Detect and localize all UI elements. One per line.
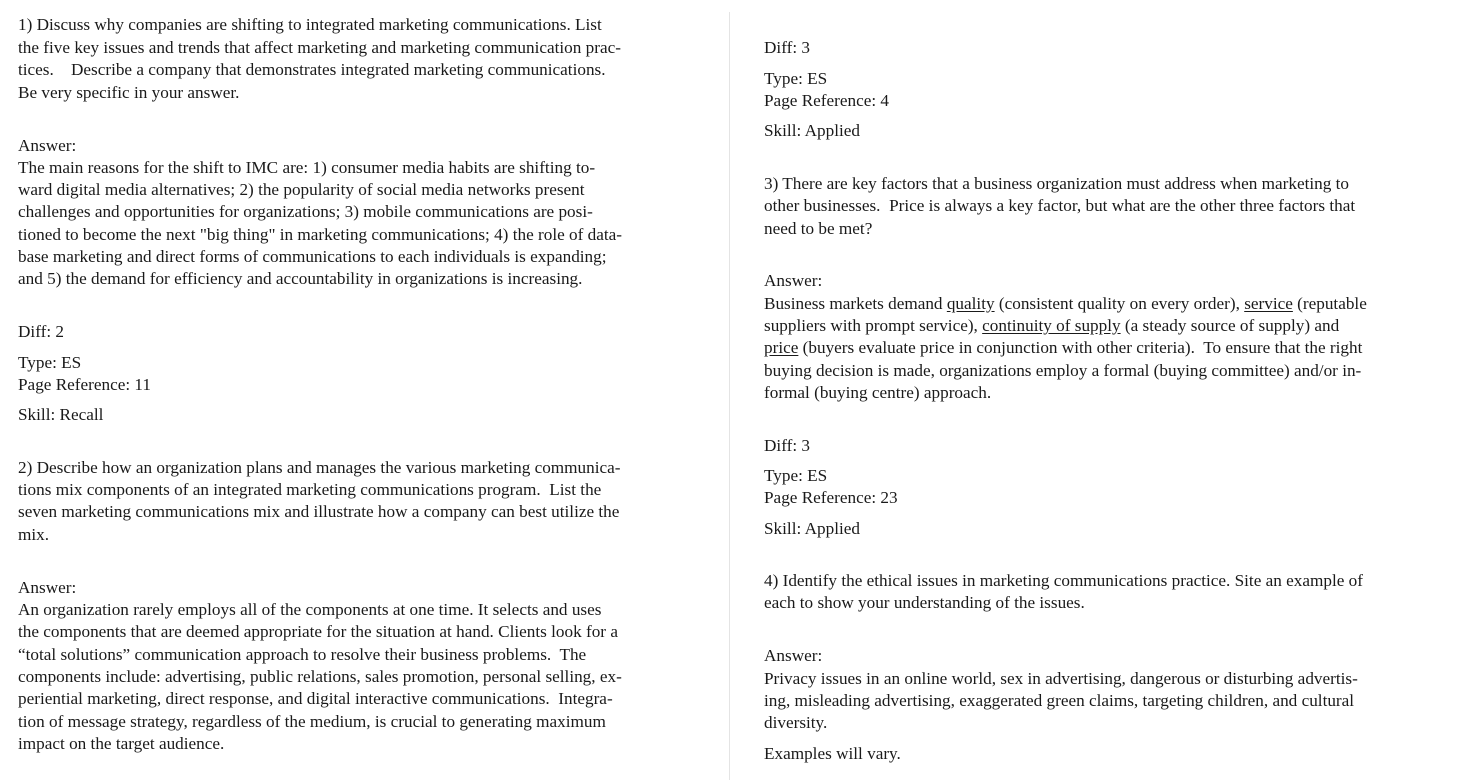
q1-page-reference: Page Reference: 11 [18,375,151,394]
keyword-price: price [764,338,799,357]
answer-text: (consistent quality on every order), [994,294,1245,313]
q4-question-line: 4) Identify the ethical issues in marketing communications practice. Site an example of [764,571,1363,590]
q4-answer-label: Answer: [764,646,823,665]
q2-answer-line: components include: advertising, public relations, sales promotion, personal selling, ex- [18,667,622,686]
q1-question-line: the five key issues and trends that affect marketing and marketing communication prac- [18,38,621,57]
column-divider [729,12,730,780]
q1-type: Type: ES [18,353,82,372]
q4-answer-line: Privacy issues in an online world, sex in advertising, dangerous or disturbing advertis- [764,669,1358,688]
q3-answer-line: formal (buying centre) approach. [764,383,992,402]
q1-question-line: 1) Discuss why companies are shifting to integrated marketing communications. List [18,15,602,34]
answer-text: (a steady source of supply) and [1120,316,1340,335]
q3-question-line: 3) There are key factors that a business organization must address when marketing to [764,174,1349,193]
q4-question-line: each to show your understanding of the issues. [764,593,1085,612]
q2-answer-line: tion of message strategy, regardless of the medium, is crucial to generating maximum [18,712,606,731]
q3-answer-label: Answer: [764,271,823,290]
q3-answer-line: buying decision is made, organizations employ a formal (buying committee) and/or in- [764,361,1362,380]
answer-text: suppliers with prompt service), [764,316,983,335]
q4-examples-note: Examples will vary. [764,744,901,763]
answer-text: Business markets demand [764,294,947,313]
q3-type: Type: ES [764,466,828,485]
keyword-continuity-of-supply: continuity of supply [982,316,1121,335]
q1-answer-line: ward digital media alternatives; 2) the popularity of social media networks present [18,180,585,199]
q2-skill: Skill: Applied [764,121,860,140]
q1-answer-line: and 5) the demand for efficiency and accountability in organizations is increasing. [18,269,583,288]
q4-answer-line: diversity. [764,713,828,732]
q3-answer-line [764,293,1367,315]
q3-diff: Diff: 3 [764,436,810,455]
q1-answer-line: challenges and opportunities for organizations; 3) mobile communications are posi- [18,202,593,221]
q1-answer-line: The main reasons for the shift to IMC are: 1) consumer media habits are shifting to- [18,158,596,177]
q4-answer-line: ing, misleading advertising, exaggerated green claims, targeting children, and cultural [764,691,1355,710]
q3-question-line: other businesses. Price is always a key factor, but what are the other three factors that [764,196,1356,215]
q1-question-line: tices. Describe a company that demonstrates integrated marketing communications. [18,60,606,79]
q1-answer-line: tioned to become the next "big thing" in marketing communications; 4) the role of data- [18,225,622,244]
answer-text: (buyers evaluate price in conjunction with other criteria). To ensure that the right [798,338,1363,357]
q1-answer-line: base marketing and direct forms of communications to each individuals is expanding; [18,247,607,266]
q2-answer-line: An organization rarely employs all of the components at one time. It selects and uses [18,600,602,619]
answer-text: (reputable [1292,294,1367,313]
q2-question-line: 2) Describe how an organization plans and manages the various marketing communica- [18,458,621,477]
keyword-quality: quality [946,294,995,313]
q3-question-line: need to be met? [764,219,873,238]
q2-type: Type: ES [764,69,828,88]
keyword-service: service [1244,294,1293,313]
q3-page-reference: Page Reference: 23 [764,488,898,507]
q1-question-line: Be very specific in your answer. [18,83,240,102]
q2-answer-label: Answer: [18,578,77,597]
q1-diff: Diff: 2 [18,322,64,341]
q2-answer-line: the components that are deemed appropriate for the situation at hand. Clients look for a [18,622,618,641]
q1-skill: Skill: Recall [18,405,104,424]
q2-question-line: mix. [18,525,50,544]
q2-answer-line: impact on the target audience. [18,734,225,753]
q2-question-line: seven marketing communications mix and illustrate how a company can best utilize the [18,502,620,521]
q3-skill: Skill: Applied [764,519,860,538]
q2-answer-line: “total solutions” communication approach to resolve their business problems. The [18,645,587,664]
q2-page-reference: Page Reference: 4 [764,91,890,110]
q2-question-line: tions mix components of an integrated marketing communications program. List the [18,480,602,499]
q1-answer-label: Answer: [18,136,77,155]
q3-answer-line [764,315,1339,337]
q3-answer-line [764,337,1362,359]
q2-diff: Diff: 3 [764,38,810,57]
q2-answer-line: periential marketing, direct response, and digital interactive communications. Integra- [18,689,613,708]
